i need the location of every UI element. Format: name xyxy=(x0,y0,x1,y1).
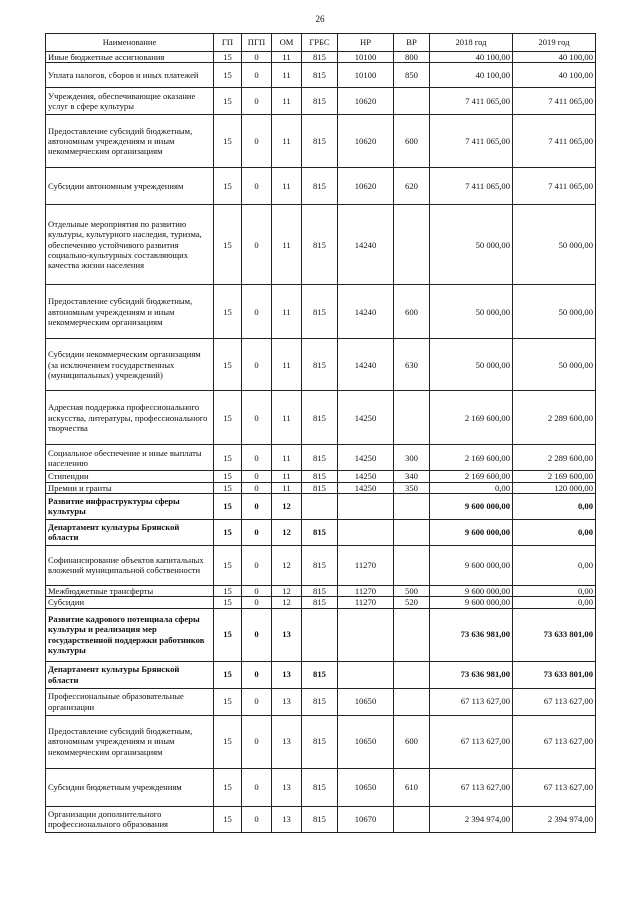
cell-2018: 50 000,00 xyxy=(430,339,513,391)
cell-om: 11 xyxy=(272,471,302,482)
table-row xyxy=(46,52,596,63)
cell-gp: 15 xyxy=(214,445,242,471)
cell-name: Предоставление субсидий бюджетным, автономным учреждениям и иным некоммерческим организациям xyxy=(46,285,214,339)
cell-grbs: 815 xyxy=(302,52,338,63)
cell-nr xyxy=(338,661,394,688)
cell-grbs: 815 xyxy=(302,715,338,768)
cell-vr xyxy=(394,493,430,519)
col-header-2019: 2019 год xyxy=(513,34,596,52)
cell-gp: 15 xyxy=(214,519,242,545)
cell-name: Субсидии некоммерческим организациям (за исключением государственных (муниципальных) учреждений) xyxy=(46,339,214,391)
cell-om: 11 xyxy=(272,445,302,471)
cell-vr xyxy=(394,688,430,715)
cell-vr: 800 xyxy=(394,52,430,63)
cell-2018: 9 600 000,00 xyxy=(430,585,513,596)
cell-2018: 9 600 000,00 xyxy=(430,545,513,585)
cell-2019: 0,00 xyxy=(513,597,596,608)
cell-grbs xyxy=(302,608,338,661)
cell-pgp: 0 xyxy=(242,661,272,688)
table-row xyxy=(46,545,596,585)
cell-nr: 10620 xyxy=(338,115,394,168)
cell-pgp: 0 xyxy=(242,493,272,519)
cell-pgp: 0 xyxy=(242,391,272,445)
cell-vr: 620 xyxy=(394,168,430,205)
cell-vr xyxy=(394,608,430,661)
cell-nr: 10650 xyxy=(338,715,394,768)
cell-vr: 600 xyxy=(394,285,430,339)
cell-pgp: 0 xyxy=(242,597,272,608)
cell-name: Отдельные мероприятия по развитию культуры, культурного наследия, туризма, обеспечению устойчивого развития социально-культурных составляющих качества жизни населения xyxy=(46,205,214,285)
cell-name: Департамент культуры Брянской области xyxy=(46,661,214,688)
cell-name: Развитие кадрового потенциала сферы культуры и реализация мер государственной поддержки работников культуры xyxy=(46,608,214,661)
cell-pgp: 0 xyxy=(242,445,272,471)
cell-grbs: 815 xyxy=(302,661,338,688)
table-row xyxy=(46,715,596,768)
table-row xyxy=(46,519,596,545)
col-header-grbs: ГРБС xyxy=(302,34,338,52)
cell-gp: 15 xyxy=(214,661,242,688)
cell-2018: 50 000,00 xyxy=(430,205,513,285)
cell-nr: 11270 xyxy=(338,545,394,585)
cell-vr xyxy=(394,806,430,832)
cell-name: Субсидии xyxy=(46,597,214,608)
table-row xyxy=(46,168,596,205)
cell-vr xyxy=(394,88,430,115)
cell-name: Стипендии xyxy=(46,471,214,482)
cell-2018: 2 169 600,00 xyxy=(430,445,513,471)
cell-vr: 630 xyxy=(394,339,430,391)
cell-pgp: 0 xyxy=(242,52,272,63)
cell-grbs: 815 xyxy=(302,768,338,806)
cell-nr: 11270 xyxy=(338,597,394,608)
table-row xyxy=(46,768,596,806)
cell-om: 11 xyxy=(272,285,302,339)
cell-om: 13 xyxy=(272,806,302,832)
table-row xyxy=(46,688,596,715)
table-row xyxy=(46,115,596,168)
cell-name: Уплата налогов, сборов и иных платежей xyxy=(46,63,214,88)
cell-gp: 15 xyxy=(214,806,242,832)
cell-grbs: 815 xyxy=(302,482,338,493)
cell-name: Учреждения, обеспечивающие оказание услуг в сфере культуры xyxy=(46,88,214,115)
cell-gp: 15 xyxy=(214,115,242,168)
cell-om: 12 xyxy=(272,597,302,608)
cell-2019: 73 633 801,00 xyxy=(513,661,596,688)
table-row xyxy=(46,482,596,493)
cell-gp: 15 xyxy=(214,285,242,339)
cell-vr: 610 xyxy=(394,768,430,806)
cell-gp: 15 xyxy=(214,88,242,115)
cell-nr: 14250 xyxy=(338,391,394,445)
cell-nr: 10650 xyxy=(338,768,394,806)
cell-name: Межбюджетные трансферты xyxy=(46,585,214,596)
cell-grbs: 815 xyxy=(302,519,338,545)
cell-name: Иные бюджетные ассигнования xyxy=(46,52,214,63)
col-header-name: Наименование xyxy=(46,34,214,52)
cell-vr: 850 xyxy=(394,63,430,88)
cell-grbs: 815 xyxy=(302,545,338,585)
cell-2019: 2 289 600,00 xyxy=(513,391,596,445)
cell-name: Профессиональные образовательные организации xyxy=(46,688,214,715)
cell-2019: 50 000,00 xyxy=(513,285,596,339)
cell-nr: 10650 xyxy=(338,688,394,715)
cell-pgp: 0 xyxy=(242,585,272,596)
cell-2018: 40 100,00 xyxy=(430,52,513,63)
page-number: 26 xyxy=(315,14,325,24)
cell-vr xyxy=(394,391,430,445)
cell-gp: 15 xyxy=(214,63,242,88)
cell-pgp: 0 xyxy=(242,115,272,168)
cell-gp: 15 xyxy=(214,688,242,715)
cell-om: 13 xyxy=(272,661,302,688)
cell-2019: 50 000,00 xyxy=(513,339,596,391)
col-header-om: ОМ xyxy=(272,34,302,52)
cell-2018: 7 411 065,00 xyxy=(430,115,513,168)
cell-om: 12 xyxy=(272,493,302,519)
cell-pgp: 0 xyxy=(242,768,272,806)
cell-om: 11 xyxy=(272,88,302,115)
cell-nr: 11270 xyxy=(338,585,394,596)
cell-pgp: 0 xyxy=(242,608,272,661)
cell-grbs: 815 xyxy=(302,445,338,471)
table-row xyxy=(46,339,596,391)
table-row xyxy=(46,661,596,688)
cell-om: 13 xyxy=(272,688,302,715)
cell-2019: 7 411 065,00 xyxy=(513,168,596,205)
cell-nr: 10100 xyxy=(338,52,394,63)
cell-nr: 10620 xyxy=(338,168,394,205)
cell-pgp: 0 xyxy=(242,806,272,832)
cell-gp: 15 xyxy=(214,205,242,285)
cell-pgp: 0 xyxy=(242,205,272,285)
cell-2019: 67 113 627,00 xyxy=(513,715,596,768)
cell-om: 12 xyxy=(272,585,302,596)
cell-pgp: 0 xyxy=(242,688,272,715)
cell-nr: 14240 xyxy=(338,285,394,339)
cell-2019: 2 289 600,00 xyxy=(513,445,596,471)
cell-vr: 340 xyxy=(394,471,430,482)
col-header-2018: 2018 год xyxy=(430,34,513,52)
cell-gp: 15 xyxy=(214,471,242,482)
cell-om: 11 xyxy=(272,482,302,493)
cell-om: 11 xyxy=(272,205,302,285)
cell-pgp: 0 xyxy=(242,482,272,493)
cell-2019: 67 113 627,00 xyxy=(513,768,596,806)
cell-vr: 520 xyxy=(394,597,430,608)
cell-nr: 14240 xyxy=(338,205,394,285)
cell-2018: 67 113 627,00 xyxy=(430,768,513,806)
table-header-row xyxy=(46,34,596,52)
cell-2018: 73 636 981,00 xyxy=(430,608,513,661)
cell-name: Субсидии бюджетным учреждениям xyxy=(46,768,214,806)
cell-om: 13 xyxy=(272,715,302,768)
cell-name: Предоставление субсидий бюджетным, автономным учреждениям и иным некоммерческим организациям xyxy=(46,715,214,768)
cell-2018: 7 411 065,00 xyxy=(430,168,513,205)
cell-2019: 0,00 xyxy=(513,545,596,585)
cell-nr: 10620 xyxy=(338,88,394,115)
cell-grbs: 815 xyxy=(302,205,338,285)
cell-vr: 350 xyxy=(394,482,430,493)
cell-name: Развитие инфраструктуры сферы культуры xyxy=(46,493,214,519)
cell-2019: 2 394 974,00 xyxy=(513,806,596,832)
cell-2019: 0,00 xyxy=(513,519,596,545)
cell-vr xyxy=(394,545,430,585)
cell-2018: 67 113 627,00 xyxy=(430,715,513,768)
cell-grbs: 815 xyxy=(302,115,338,168)
cell-2018: 0,00 xyxy=(430,482,513,493)
cell-2018: 2 169 600,00 xyxy=(430,471,513,482)
cell-om: 13 xyxy=(272,608,302,661)
cell-name: Социальное обеспечение и иные выплаты населению xyxy=(46,445,214,471)
cell-vr: 600 xyxy=(394,715,430,768)
cell-nr: 14250 xyxy=(338,445,394,471)
cell-grbs: 815 xyxy=(302,585,338,596)
cell-name: Софинансирование объектов капитальных вложений муниципальной собственности xyxy=(46,545,214,585)
cell-nr: 14250 xyxy=(338,471,394,482)
cell-2019: 40 100,00 xyxy=(513,52,596,63)
cell-2018: 7 411 065,00 xyxy=(430,88,513,115)
cell-name: Департамент культуры Брянской области xyxy=(46,519,214,545)
col-header-vr: ВР xyxy=(394,34,430,52)
cell-nr: 10670 xyxy=(338,806,394,832)
cell-name: Адресная поддержка профессионального искусства, литературы, профессионального творчества xyxy=(46,391,214,445)
table-row xyxy=(46,493,596,519)
table-row xyxy=(46,585,596,596)
cell-gp: 15 xyxy=(214,52,242,63)
cell-om: 12 xyxy=(272,545,302,585)
cell-name: Субсидии автономным учреждениям xyxy=(46,168,214,205)
cell-grbs: 815 xyxy=(302,806,338,832)
cell-name: Предоставление субсидий бюджетным, автономным учреждениям и иным некоммерческим организациям xyxy=(46,115,214,168)
cell-grbs: 815 xyxy=(302,168,338,205)
budget-table xyxy=(45,33,596,833)
cell-nr xyxy=(338,608,394,661)
cell-vr: 600 xyxy=(394,115,430,168)
cell-gp: 15 xyxy=(214,339,242,391)
cell-om: 11 xyxy=(272,52,302,63)
cell-2019: 7 411 065,00 xyxy=(513,88,596,115)
cell-om: 11 xyxy=(272,63,302,88)
cell-vr xyxy=(394,205,430,285)
col-header-pgp: ПГП xyxy=(242,34,272,52)
cell-nr: 10100 xyxy=(338,63,394,88)
cell-nr: 14240 xyxy=(338,339,394,391)
cell-2019: 0,00 xyxy=(513,493,596,519)
cell-name: Премии и гранты xyxy=(46,482,214,493)
cell-2018: 9 600 000,00 xyxy=(430,597,513,608)
cell-nr xyxy=(338,493,394,519)
cell-pgp: 0 xyxy=(242,285,272,339)
cell-pgp: 0 xyxy=(242,545,272,585)
cell-2018: 40 100,00 xyxy=(430,63,513,88)
table-row xyxy=(46,445,596,471)
cell-pgp: 0 xyxy=(242,339,272,391)
cell-om: 11 xyxy=(272,339,302,391)
cell-2019: 2 169 600,00 xyxy=(513,471,596,482)
cell-om: 12 xyxy=(272,519,302,545)
cell-gp: 15 xyxy=(214,585,242,596)
cell-2019: 7 411 065,00 xyxy=(513,115,596,168)
cell-gp: 15 xyxy=(214,715,242,768)
cell-2018: 67 113 627,00 xyxy=(430,688,513,715)
cell-grbs: 815 xyxy=(302,63,338,88)
cell-2018: 2 394 974,00 xyxy=(430,806,513,832)
cell-2018: 73 636 981,00 xyxy=(430,661,513,688)
cell-grbs: 815 xyxy=(302,597,338,608)
cell-pgp: 0 xyxy=(242,88,272,115)
cell-pgp: 0 xyxy=(242,168,272,205)
col-header-nr: НР xyxy=(338,34,394,52)
cell-vr: 300 xyxy=(394,445,430,471)
cell-gp: 15 xyxy=(214,391,242,445)
table-row xyxy=(46,608,596,661)
cell-grbs: 815 xyxy=(302,471,338,482)
cell-nr: 14250 xyxy=(338,482,394,493)
table-body xyxy=(46,52,596,833)
cell-grbs: 815 xyxy=(302,339,338,391)
cell-om: 13 xyxy=(272,768,302,806)
cell-2018: 9 600 000,00 xyxy=(430,493,513,519)
cell-gp: 15 xyxy=(214,482,242,493)
cell-pgp: 0 xyxy=(242,519,272,545)
cell-2019: 50 000,00 xyxy=(513,205,596,285)
cell-pgp: 0 xyxy=(242,63,272,88)
cell-2018: 2 169 600,00 xyxy=(430,391,513,445)
table-row xyxy=(46,205,596,285)
cell-grbs xyxy=(302,493,338,519)
cell-vr: 500 xyxy=(394,585,430,596)
table-row xyxy=(46,285,596,339)
cell-gp: 15 xyxy=(214,597,242,608)
table-row xyxy=(46,88,596,115)
table-row xyxy=(46,471,596,482)
cell-name: Организации дополнительного профессионального образования xyxy=(46,806,214,832)
cell-2019: 0,00 xyxy=(513,585,596,596)
table-row xyxy=(46,806,596,832)
cell-grbs: 815 xyxy=(302,88,338,115)
cell-2019: 40 100,00 xyxy=(513,63,596,88)
cell-gp: 15 xyxy=(214,545,242,585)
cell-grbs: 815 xyxy=(302,688,338,715)
cell-gp: 15 xyxy=(214,168,242,205)
cell-2018: 9 600 000,00 xyxy=(430,519,513,545)
cell-grbs: 815 xyxy=(302,391,338,445)
cell-2018: 50 000,00 xyxy=(430,285,513,339)
cell-om: 11 xyxy=(272,115,302,168)
cell-nr xyxy=(338,519,394,545)
cell-2019: 73 633 801,00 xyxy=(513,608,596,661)
table-row xyxy=(46,63,596,88)
table-row xyxy=(46,597,596,608)
cell-vr xyxy=(394,661,430,688)
cell-grbs: 815 xyxy=(302,285,338,339)
cell-om: 11 xyxy=(272,391,302,445)
cell-vr xyxy=(394,519,430,545)
cell-pgp: 0 xyxy=(242,471,272,482)
cell-gp: 15 xyxy=(214,493,242,519)
cell-om: 11 xyxy=(272,168,302,205)
cell-gp: 15 xyxy=(214,608,242,661)
col-header-gp: ГП xyxy=(214,34,242,52)
cell-gp: 15 xyxy=(214,768,242,806)
cell-pgp: 0 xyxy=(242,715,272,768)
table-row xyxy=(46,391,596,445)
cell-2019: 67 113 627,00 xyxy=(513,688,596,715)
cell-2019: 120 000,00 xyxy=(513,482,596,493)
